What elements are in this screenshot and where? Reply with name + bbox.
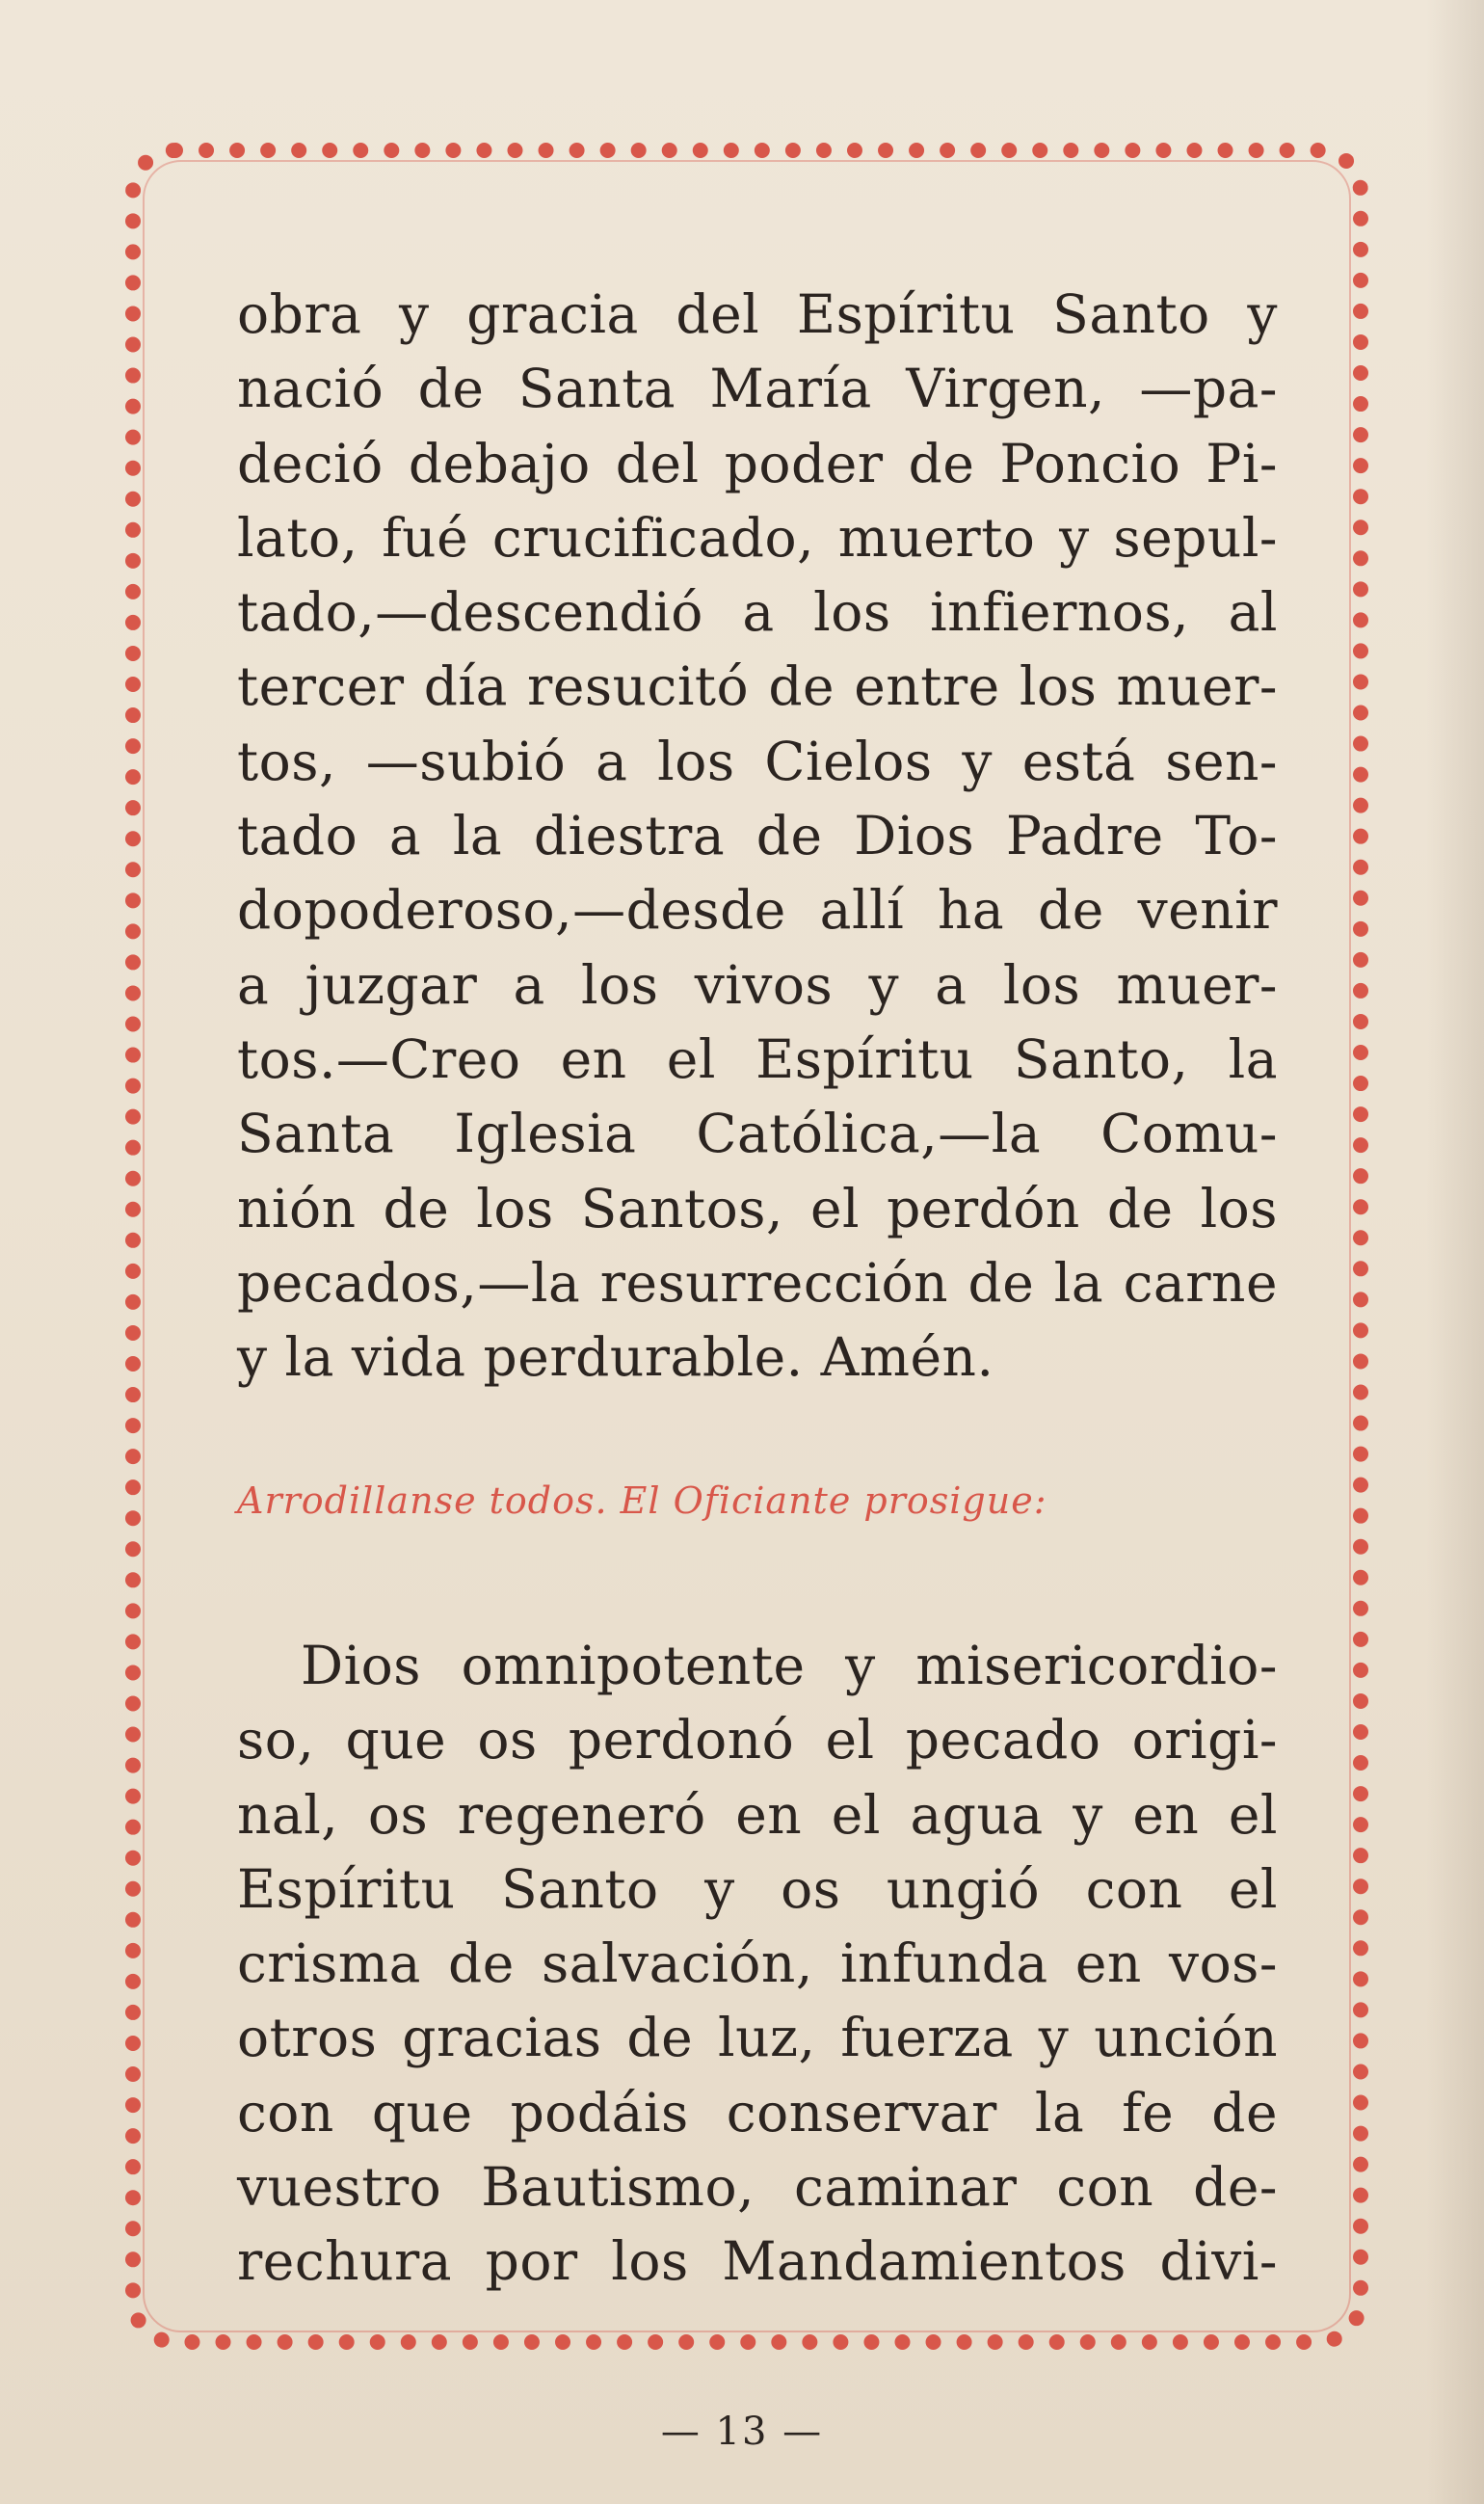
text-line: dopoderoso,—desde allí ha de venir bbox=[237, 879, 1278, 942]
page-edge-shadow bbox=[1426, 0, 1484, 2504]
text-line: deció debajo del poder de Poncio Pi- bbox=[237, 432, 1278, 494]
text-line: con que podáis conservar la fe de bbox=[237, 2081, 1278, 2144]
text-line: tos, —subió a los Cielos y está sen- bbox=[237, 730, 1278, 792]
text-line: nació de Santa María Virgen, —pa- bbox=[237, 358, 1278, 420]
paragraph-creed bbox=[237, 278, 1278, 1395]
text-line: rechura por los Mandamientos divi- bbox=[237, 2230, 1278, 2293]
text-line: Dios omnipotente y misericordio- bbox=[301, 1635, 1278, 1696]
text-line: tos.—Creo en el Espíritu Santo, la bbox=[237, 1027, 1278, 1090]
text-line: nal, os regeneró en el agua y en el bbox=[237, 1783, 1278, 1846]
text-line: Espíritu Santo y os ungió con el bbox=[237, 1857, 1278, 1920]
text-line: lato, fué crucificado, muerto y sepul- bbox=[237, 506, 1278, 569]
text-line: otros gracias de luz, fuerza y unción bbox=[237, 2007, 1278, 2069]
text-line: Santa Iglesia Católica,—la Comu- bbox=[237, 1103, 1278, 1165]
rubric-instruction: Arrodillanse todos. El Oficiante prosigue: bbox=[237, 1479, 1047, 1522]
text-line: y la vida perdurable. Amén. bbox=[237, 1326, 994, 1389]
text-line: obra y gracia del Espíritu Santo y bbox=[237, 283, 1278, 345]
text-line: tercer día resucitó de entre los muer- bbox=[237, 655, 1278, 718]
text-line: a juzgar a los vivos y a los muer- bbox=[237, 953, 1278, 1016]
text-line: tado,—descendió a los infiernos, al bbox=[237, 581, 1278, 644]
text-line: pecados,—la resurrección de la carne bbox=[237, 1251, 1278, 1314]
text-line: nión de los Santos, el perdón de los bbox=[237, 1177, 1278, 1239]
text-line: tado a la diestra de Dios Padre To- bbox=[237, 805, 1278, 867]
text-line: so, que os perdonó el pecado origi- bbox=[237, 1709, 1278, 1771]
text-line: vuestro Bautismo, caminar con de- bbox=[237, 2156, 1278, 2219]
paragraph-prayer bbox=[237, 1629, 1278, 2300]
page-number: — 13 — bbox=[660, 2410, 824, 2454]
text-line: crisma de salvación, infunda en vos- bbox=[237, 1932, 1278, 1995]
